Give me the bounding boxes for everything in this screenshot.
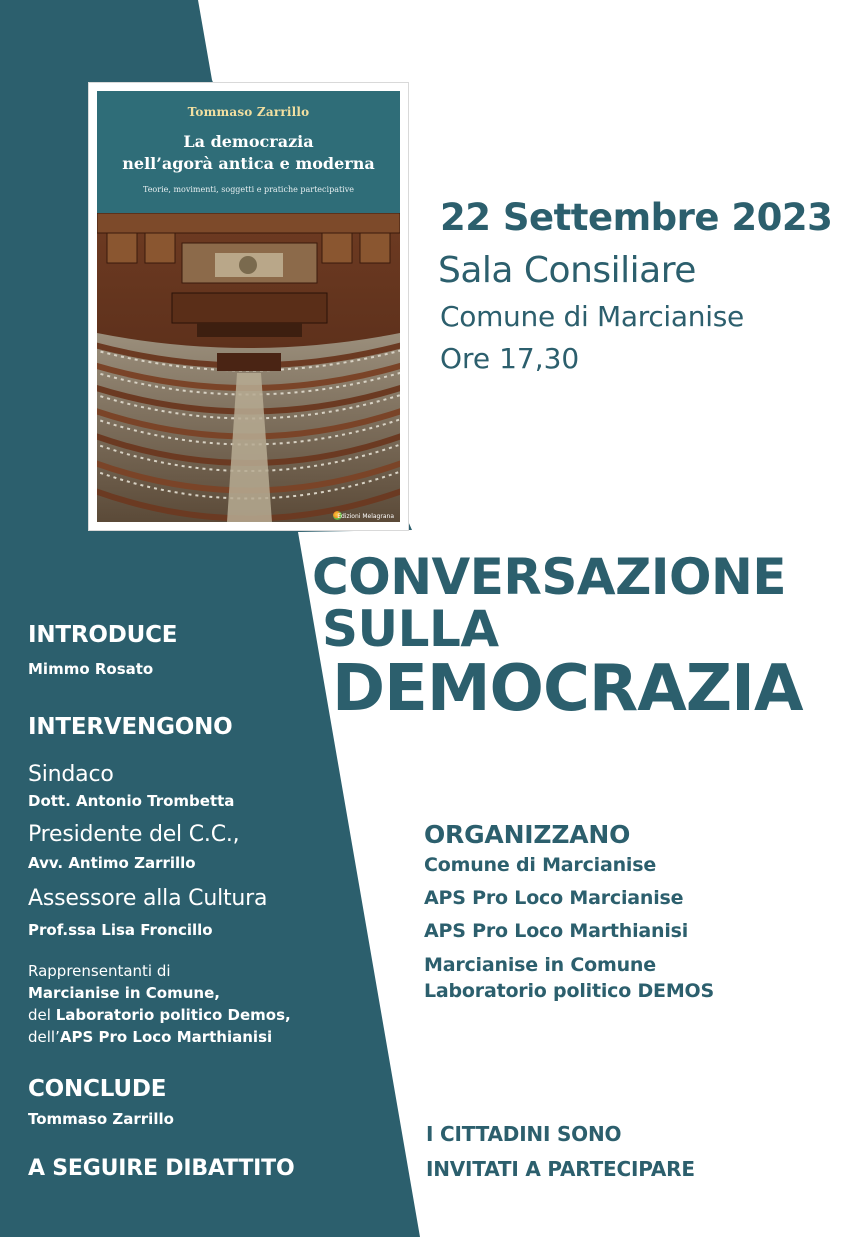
parliament-chamber-photo <box>97 213 400 522</box>
organizer-item: Comune di Marcianise <box>424 854 657 876</box>
invitation-line1: I CITTADINI SONO <box>426 1122 622 1146</box>
headline-line3: DEMOCRAZIA <box>332 652 803 726</box>
intervengono-label: INTERVENGONO <box>28 714 233 740</box>
organizer-item: Marcianise in Comune <box>424 954 656 976</box>
book-author: Tommaso Zarrillo <box>187 105 310 119</box>
representatives-line4-bold: APS Pro Loco Marthianisi <box>59 1028 273 1046</box>
speaker-role: Presidente del C.C., <box>28 822 240 847</box>
headline-line2: SULLA <box>322 600 499 658</box>
organizer-item: APS Pro Loco Marcianise <box>424 887 684 909</box>
introduce-name: Mimmo Rosato <box>28 660 154 678</box>
book-cover <box>89 83 408 530</box>
headline-line1: CONVERSAZIONE <box>312 548 786 606</box>
book-publisher: Edizioni Melagrana <box>337 513 394 520</box>
book-title-line1: La democrazia <box>183 132 314 151</box>
book-cover-inner <box>97 91 400 522</box>
conclude-name: Tommaso Zarrillo <box>28 1110 174 1128</box>
representatives-intro: Rapprensentanti di <box>28 962 171 980</box>
book-subtitle: Teorie, movimenti, soggetti e pratiche partecipative <box>142 185 354 194</box>
representatives-block <box>28 960 328 1048</box>
speaker-name: Avv. Antimo Zarrillo <box>28 854 196 872</box>
organizer-item: Laboratorio politico DEMOS <box>424 980 714 1002</box>
event-time: Ore 17,30 <box>440 342 580 375</box>
conclude-label: CONCLUDE <box>28 1076 167 1102</box>
representatives-line3-bold: Laboratorio politico Demos, <box>55 1006 291 1024</box>
organizzano-label: ORGANIZZANO <box>424 820 631 849</box>
invitation-line2: INVITATI A PARTECIPARE <box>426 1157 695 1181</box>
organizer-item: APS Pro Loco Marthianisi <box>424 920 689 942</box>
representatives-line2: Marcianise in Comune, <box>28 984 220 1002</box>
speaker-name: Prof.ssa Lisa Froncillo <box>28 921 213 939</box>
speaker-role: Sindaco <box>28 762 114 787</box>
book-title <box>97 131 400 175</box>
follow-debate-label: A SEGUIRE DIBATTITO <box>28 1156 295 1181</box>
representatives-line4-prefix: dell’ <box>28 1028 60 1046</box>
speaker-name: Dott. Antonio Trombetta <box>28 792 235 810</box>
event-venue: Sala Consiliare <box>438 250 696 291</box>
representatives-line3-prefix: del <box>28 1006 56 1024</box>
book-title-line2: nell’agorà antica e moderna <box>122 154 375 173</box>
speaker-role: Assessore alla Cultura <box>28 886 268 911</box>
introduce-label: INTRODUCE <box>28 622 178 648</box>
event-date: 22 Settembre 2023 <box>440 196 833 239</box>
event-comune: Comune di Marcianise <box>440 300 744 333</box>
